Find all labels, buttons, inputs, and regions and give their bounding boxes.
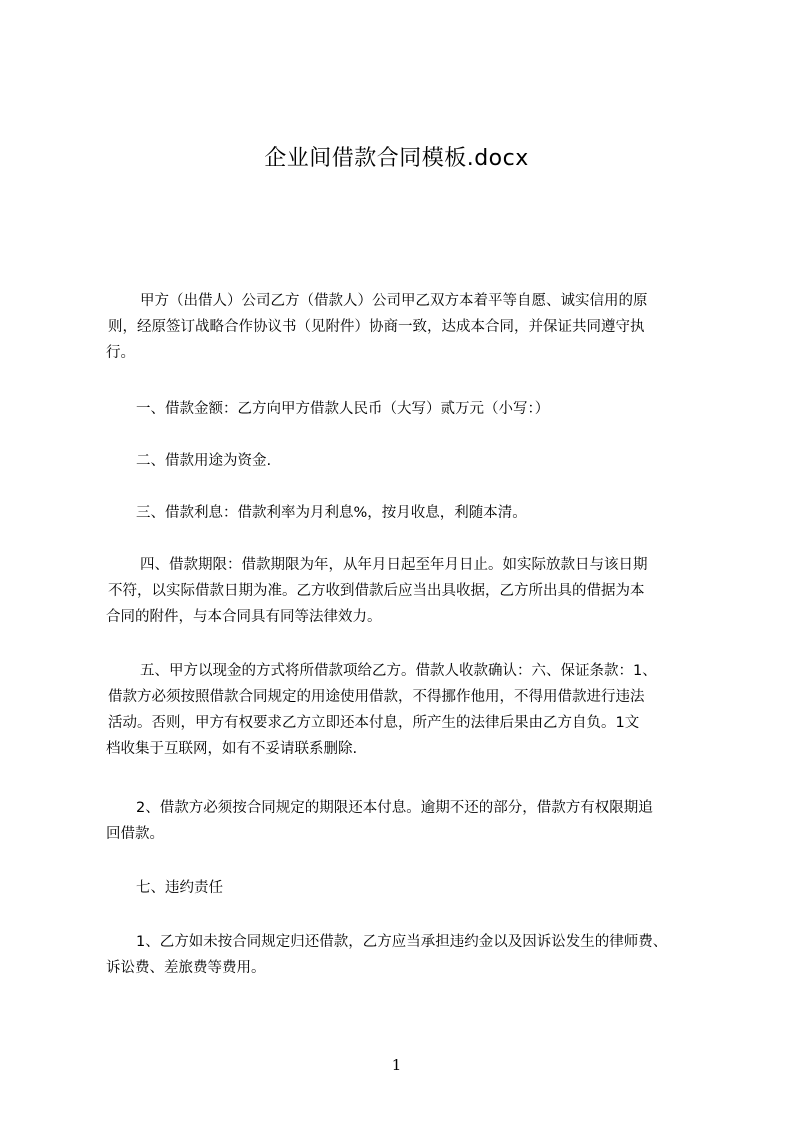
- paragraph-line: 回借款。: [106, 826, 164, 842]
- paragraph-line: 借款方必须按照借款合同规定的用途使用借款，不得挪作他用，不得用借款进行违法: [108, 689, 645, 705]
- clause-item: 1、乙方如未按合同规定归还借款，乙方应当承担违约金以及因诉讼发生的律师费、: [136, 934, 668, 950]
- paragraph-line: 不符，以实际借款日期为准。乙方收到借款后应当出具收据，乙方所出具的借据为本: [108, 583, 645, 599]
- paragraph-line: 活动。否则，甲方有权要求乙方立即还本付息，所产生的法律后果由乙方自负。1文: [108, 715, 640, 731]
- paragraph-line: 合同的附件，与本合同具有同等法律效力。: [106, 609, 382, 625]
- paragraph-line: 甲方（出借人）公司乙方（借款人）公司甲乙双方本着平等自愿、诚实信用的原: [140, 293, 648, 309]
- page-number: 1: [391, 1056, 402, 1074]
- clause-heading-amount: 一、借款金额：乙方向甲方借款人民币（大写）贰万元（小写：）: [136, 401, 550, 417]
- clause-heading-interest: 三、借款利息：借款利率为月利息%，按月收息，利随本清。: [136, 505, 527, 521]
- paragraph-line: 则，经原签订战略合作协议书（见附件）协商一致，达成本合同，并保证共同遵守执: [108, 319, 645, 335]
- paragraph-line: 档收集于互联网，如有不妥请联系删除.: [106, 741, 358, 757]
- paragraph-line: 诉讼费、差旅费等费用。: [106, 960, 266, 976]
- clause-heading-breach: 七、违约责任: [136, 880, 223, 896]
- clause-item: 2、借款方必须按合同规定的期限还本付息。逾期不还的部分，借款方有权限期追: [136, 800, 653, 816]
- clause-heading-payment: 五、甲方以现金的方式将所借款项给乙方。借款人收款确认：六、保证条款：1、: [140, 663, 657, 679]
- clause-heading-term: 四、借款期限：借款期限为年，从年月日起至年月日止。如实际放款日与该日期: [140, 557, 648, 573]
- paragraph-line: 行。: [106, 345, 135, 361]
- clause-heading-purpose: 二、借款用途为资金.: [136, 453, 272, 469]
- document-title: 企业间借款合同模板.docx: [264, 146, 529, 171]
